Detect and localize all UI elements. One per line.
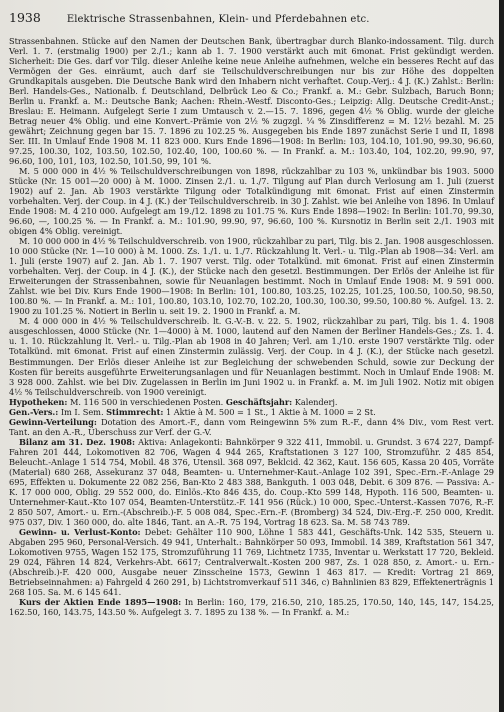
paragraph-anleihe-1902: M. 4 000 000 in 4½ % Teilschuldverschreib. lt. G.-V.-B. v. 22. 5. 1902, rückzahlbar zu pari, Tilg. bis 1. 4. 1908 ausgeschlossen, 4000 Stücke (Nr. 1—4000) à M. 1000, lautend auf den Namen der Berliner Handels-Ges.; Zs. 1. 4. u. 1. 10. Rückzahlung lt. Verl.- u. Tilg.-Plan ab 1908 in 40 Jahren; Verl. am 1./10. erste 1907 verstärkte Tilg. oder Totalkünd. mit 6monat. Frist auf einen Zinstermin zulässig. Verj. der Coup. in 4 J. (K.), der Stücke nach gesetzl. Bestimmungen. Der Erlös dieser Anleihe ist zur Begleichung der schwebenden Schuld, sowie zur Deckung der Kosten für bereits ausgeführte Erweiterungsanlagen und für Neuanlagen bestimmt. Noch in Umlauf Ende 1908: M. 3 928 000. Zahlst. wie bei Div. Zugelassen in Berlin im Juni 1902 u. in Frankf. a. M. im Juli 1902. Notiz mit obigen 4½ % Teilschuldverschreib. von 1900 vereinigt.	[9, 316, 494, 397]
geschaeftsjahr-text: Kalenderj.	[292, 396, 338, 407]
gen-vers-text: Im I. Sem.	[58, 406, 107, 417]
scan-edge	[499, 0, 504, 712]
paragraph-anleihe-1900: M. 10 000 000 in 4½ % Teilschuldverschreib. von 1900, rückzahlbar zu pari, Tilg. bis 2. Jan. 1908 ausgeschlossen. 10 000 Stücke (Nr. 1—10 000) à M. 1000. Zs. 1./1. u. 1./7. Rückzahlung lt. Verl.- u. Tilg.-Plan ab 1908—34: Verl. am 1. Juli (erste 1907) auf 2. Jan. Ab 1. 7. 1907 verst. Tilg. oder Totalkünd. mit 6monat. Frist auf einen Zinstermin vorbehalten. Verj. der Coup. in 4 J. (K.), der Stücke nach den gesetzl. Bestimmungen. Der Erlös der Anleihe ist für Erweiterungen der Strassenbahnen, sowie für Neuanlagen bestimmt. Noch in Umlauf Ende 1908: M. 9 591 000. Zahlst. wie bei Div. Kurs Ende 1900—1908: In Berlin: 101, 100.80, 103.25, 102.25, 101.25, 100.50, 100.50, 98.50, 100.80 %. — In Frankf. a. M.: 101, 100.80, 103.10, 102.70, 102.20, 100.30, 100.30, 99.50, 100.80 %. Aufgel. 13. 2. 1900 zu 101.25 %. Notiert in Berlin u. seit 19. 2. 1900 in Frankf. a. M.	[9, 236, 494, 317]
geschaeftsjahr-label: Geschäftsjahr:	[225, 396, 293, 407]
stimmrecht-text: 1 Aktie à M. 500 = 1 St., 1 Aktie à M. 1000 = 2 St.	[163, 406, 376, 417]
paragraph-anleihe-1898: M. 5 000 000 in 4½ % Teilschuldverschreibungen von 1898, rückzahlbar zu 103 %, unkündbar bis 1903. 5000 Stücke (Nr. 15 001—20 000) à M. 1000. Zinsen 2./1. u. 1./7. Tilgung auf Plan durch Verlosung am 1. Juli (zuerst 1902) auf 2. Jan. Ab 1903 verstärkte Tilgung oder Totalkündigung mit 6monat. Frist auf einen Zinstermin vorbehalten. Verj. der Coup. in 4 J. (K.) der Teilschuldverschreib. in 30 J. Zahlst. wie bei Anleihe von 1896. In Umlauf Ende 1908: M. 4 210 000. Aufgelegt am 19./12. 1898 zu 101.75 %. Kurs Ende 1898—1902: In Berlin: 101.70, 99.30, 96.60, —, 100.25 %. — In Frankf. a. M.: 101.90, 99.90, 97, 96.60, 100 %. Kursnotiz in Berlin seit 2./1. 1903 mit obigen 4% Oblig. vereinigt.	[9, 166, 494, 237]
paragraph-gewinn-verlust	[9, 527, 494, 597]
page-header	[9, 10, 494, 28]
hypotheken-text: M. 116 500 in verschiedenen Posten.	[67, 396, 224, 407]
page-number: 1938	[9, 10, 41, 25]
kurs-text: In Berlin: 160, 179, 216.50, 210, 185.25, 170.50, 140, 145, 147, 154.25, 162.50, 160, 143.75, 143.50 %. Aufgelegt 3. 7. 1895 zu 138 %. — In Frankf. a. M.:	[9, 596, 494, 617]
bilanz-text: Aktiva: Anlagekonti: Bahnkörper 9 322 411, Immobil. u. Grundst. 3 674 227, Dampf-Fahren 201 444, Lokomotiven 82 706, Wagen 4 944 265, Kraftstationen 3 127 100, Stromzuführ. 2 485 854, Beleucht.-Anlage 1 514 754, Mobil. 48 376, Utensil. 368 097, Beklcid. 42 362, Kaut. 156 605, Kassa 20 405, Vorräte (Material) 680 268, Assekuranz 37 048, Beamten- u. Unternehmer-Kaut.-Anlage 102 391, Spec.-Ern.-F.-Anlage 29 695, Effekten u. Dokumente 22 082 256, Ban-Kto 2 483 388, Bankguth. 1 003 048, Debit. 6 309 876. — Passiva: A.-K. 17 000 000, Oblig. 29 552 000, do. Einlös.-Kto 846 435, do. Coup.-Kto 599 148, Hypoth. 116 500, Beamten- u. Unternehmer-Kaut.-Kto 107 054, Beamten-Unterstütz.-F. 141 956 (Rück.) 10 000, Spec.-Unterst.-Kassen 7076, R.-F. 2 850 507, Amort.- u. Ern.-(Abschreib.)-F. 5 008 084, Spec.-Ern.-F. (Bromberg) 34 524, Div.-Erg.-F. 250 000, Kredit. 975 037, Div. 1 360 000, do. alte 1846, Tant. an A.-R. 75 194, Vortrag 18 623. Sa. M. 58 743 789.	[9, 436, 494, 527]
paragraph-gen-vers	[9, 407, 494, 417]
kurs-label: Kurs der Aktien Ende 1895—1908:	[19, 596, 182, 607]
gewinn-verteilung-label: Gewinn-Verteilung:	[9, 416, 97, 427]
paragraph-kurs	[9, 597, 494, 617]
paragraph-bilanz	[9, 437, 494, 527]
body-text	[9, 36, 494, 617]
gewinn-verlust-text: Debet: Gehälter 110 900, Löhne 1 583 441, Geschäfts-Unk. 142 535, Steuern u. Abgaben 295 960, Personal-Versich. 49 941, Unterhalt.: Bahnkörper 50 093, Immobil. 14 389, Kraftstation 561 347, Lokomotiven 9755, Wagen 152 175, Stromzuführung 11 769, Lichtnetz 1735, Inventar u. Werkstatt 17 720, Bekleid. 29 024, Fähren 14 824, Verkehrs-Abt. 6617; Centralverwalt.-Kosten 200 987, Zs. 1 028 850, z. Amort.- u. Ern.-(Abschreib.)-F. 420 000, Ausgabe neuer Zinsscheine 1573, Gewinn 1 463 817. — Kredit: Vortrag 21 869, Betriebseinnahmen: a) Fahrgeld 4 260 291, b) Lichtstromverkauf 511 346, c) Bahnlinien 83 829, Effektenerträgnis 1 268 105. Sa. M. 6 145 641.	[9, 526, 494, 597]
gewinn-verlust-label: Gewinn- u. Verlust-Konto:	[19, 526, 141, 537]
hypotheken-label: Hypotheken:	[9, 396, 68, 407]
running-title: Elektrische Strassenbahnen, Klein- und Pferdebahnen etc.	[66, 14, 370, 25]
paragraph-anleihe-1896-cont: Strassenbahnen. Stücke auf den Namen der Deutschen Bank, übertragbar durch Blanko-indossament. Tilg. durch Verl. 1. 7. (erstmalig 1900) per 2./1.; kann ab 1. 7. 1900 verstärkt auch mit 6monat. Frist gekündigt werden. Sicherheit: Die Ges. darf vor Tilg. dieser Anleihe keine neue Anleihe aufnehmen, welche ein besseres Recht auf das Vermögen der Ges. einräumt, auch darf sie Teilschuldverschreibungen nur bis zur Höhe des doppelten Grundkapitals ausgeben. Die Deutsche Bank wird den Inhabern nicht verhaftet. Coup.-Verj.: 4 J. (K.) Zahlst.: Berlin: Berl. Handels-Ges., Nationalb. f. Deutschland, Delbrück Leo & Co.; Frankf. a. M.: Gebr. Sulzbach, Baruch Bonn; Berlin u. Frankf. a. M.: Deutsche Bank; Aachen: Rhein.-Westf. Disconto-Ges.; Leipzig: Allg. Deutsche Credit-Anst.; Breslau: E. Heimann. Aufgelegt Serie I zum Umtausch v. 2.—15. 7. 1896, gegen 4½ % Oblig. wurde der gleiche Betrag neuer 4% Oblig. und eine Konvert.-Prämie von 2½ % zugzgl. ¼ % Zinsdifferenz = M. 12½ bezahl. M. 25 gewährt; Zeichnung gegen bar 15. 7. 1896 zu 102.25 %. Ausgegeben bis Ende 1897 zunächst Serie I und II, 1898 Ser. III. In Umlauf Ende 1908 M. 11 823 000. Kurs Ende 1896—1908: In Berlin: 103, 104.10, 101.90, 99.30, 96.60, 97.25, 100.30, 102, 103.50, 102.50, 102.40, 100, 100.60 %. — In Frankf. a. M.: 103.40, 104, 102.20, 99.90, 97, 96.60, 100, 101, 103, 102.50, 101.50, 99, 101 %.	[9, 36, 494, 167]
gen-vers-label: Gen.-Vers.:	[9, 406, 59, 417]
paragraph-gewinn-verteilung	[9, 417, 494, 437]
bilanz-label: Bilanz am 31. Dez. 1908:	[19, 436, 135, 447]
gewinn-verteilung-text: Dotation des Amort.-F., dann vom Reingewinn 5% zum R.-F., dann 4% Div., vom Rest vert. Tant. an den A.-R., Überschuss zur Verf. der G.-V.	[9, 416, 494, 437]
paragraph-hypotheken	[9, 397, 494, 407]
stimmrecht-label: Stimmrecht:	[106, 406, 164, 417]
